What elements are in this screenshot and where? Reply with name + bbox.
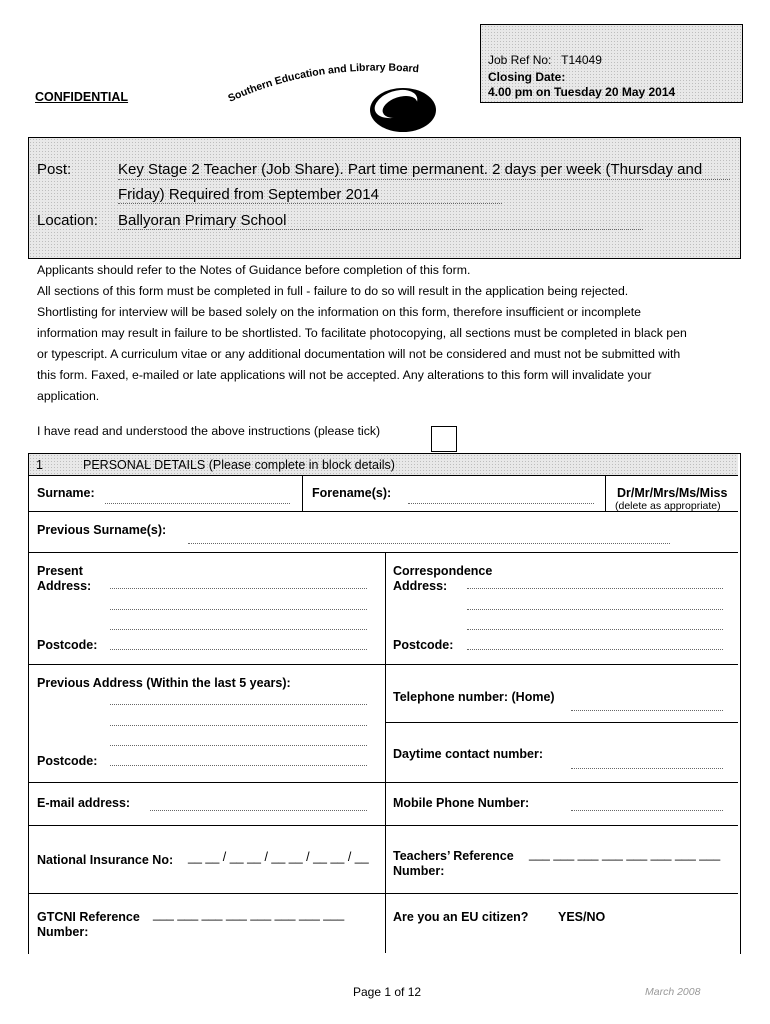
previous-postcode-label: Postcode: [37, 754, 98, 768]
location-value: Ballyoran Primary School [118, 212, 287, 229]
postcode-field[interactable] [110, 649, 367, 650]
form-date: March 2008 [645, 986, 701, 998]
surname-field[interactable] [105, 503, 290, 504]
gtcni-label-line2: Number: [37, 925, 89, 939]
email-field[interactable] [150, 810, 367, 811]
teachers-reference-label-line2: Number: [393, 864, 445, 878]
tick-instruction-label: I have read and understood the above instructions (please tick) [37, 424, 381, 438]
daytime-contact-field[interactable] [571, 768, 723, 769]
daytime-contact-label: Daytime contact number: [393, 747, 544, 761]
instruction-line: this form. Faxed, e-mailed or late applications will not be accepted. Any alterations to this form will invalidate your [37, 368, 652, 382]
logo-text: Southern Education and Library Board [226, 61, 420, 105]
forenames-label: Forename(s): [312, 486, 392, 500]
forenames-field[interactable] [408, 503, 594, 504]
title-options[interactable]: Dr/Mr/Mrs/Ms/Miss [617, 486, 728, 500]
board-logo [225, 52, 440, 142]
instruction-line: Applicants should refer to the Notes of Guidance before completion of this form. [37, 263, 471, 277]
ni-field[interactable]: __ __ / __ __ / __ __ / __ __ / __ [188, 850, 369, 864]
page-number: Page 1 of 12 [353, 985, 422, 999]
email-label: E-mail address: [37, 796, 131, 810]
correspondence-address-label-line2: Address: [393, 579, 448, 593]
gtcni-field[interactable]: ___ ___ ___ ___ ___ ___ ___ ___ [153, 907, 345, 921]
instruction-line: Shortlisting for interview will be based solely on the information on this form, therefore insufficient or incomplete [37, 305, 641, 319]
correspondence-postcode-field[interactable] [467, 649, 723, 650]
job-ref-value: T14049 [561, 53, 602, 67]
correspondence-address-line[interactable] [467, 629, 723, 630]
previous-address-line[interactable] [110, 745, 367, 746]
previous-address-label: Previous Address (Within the last 5 years): [37, 676, 291, 690]
correspondence-address-label [393, 564, 492, 594]
present-address-line[interactable] [110, 609, 367, 610]
previous-address-line[interactable] [110, 704, 367, 705]
confidential-label: CONFIDENTIAL [35, 90, 129, 104]
telephone-home-field[interactable] [571, 710, 723, 711]
gtcni-label-line1: GTCNI Reference [37, 910, 140, 924]
section-title: PERSONAL DETAILS (Please complete in block details) [83, 458, 395, 472]
teachers-reference-label [393, 849, 514, 879]
post-title-line2: Friday) Required from September 2014 [118, 186, 379, 203]
previous-postcode-field[interactable] [110, 765, 367, 766]
post-title-line1: Key Stage 2 Teacher (Job Share). Part time permanent. 2 days per week (Thursday and [118, 161, 703, 178]
surname-label: Surname: [37, 486, 95, 500]
correspondence-address-line[interactable] [467, 588, 723, 589]
previous-surnames-field[interactable] [188, 543, 670, 544]
instruction-line: or typescript. A curriculum vitae or any additional documentation will not be considered and must not be submitted with [37, 347, 681, 361]
previous-address-line[interactable] [110, 725, 367, 726]
job-ref-box [480, 24, 743, 103]
teachers-reference-field[interactable]: ___ ___ ___ ___ ___ ___ ___ ___ [529, 847, 721, 861]
correspondence-address-line[interactable] [467, 609, 723, 610]
ni-label: National Insurance No: [37, 853, 174, 867]
instruction-line: application. [37, 389, 100, 403]
location-label: Location: [37, 212, 98, 229]
telephone-home-label: Telephone number: (Home) [393, 690, 555, 704]
teachers-reference-label-line1: Teachers’ Reference [393, 849, 514, 863]
closing-date-label: Closing Date: [488, 70, 566, 84]
closing-date-value: 4.00 pm on Tuesday 20 May 2014 [488, 85, 676, 99]
title-note: (delete as appropriate) [615, 500, 721, 512]
postcode-label: Postcode: [37, 638, 98, 652]
mobile-label: Mobile Phone Number: [393, 796, 530, 810]
present-address-line[interactable] [110, 629, 367, 630]
eu-citizen-label: Are you an EU citizen? [393, 910, 529, 924]
instruction-line: All sections of this form must be completed in full - failure to do so will result in the application being rejected. [37, 284, 629, 298]
present-address-label [37, 564, 91, 594]
present-address-line[interactable] [110, 588, 367, 589]
present-address-label-line2: Address: [37, 579, 92, 593]
previous-surnames-label: Previous Surname(s): [37, 523, 167, 537]
instructions-tick-checkbox[interactable] [431, 426, 457, 452]
correspondence-postcode-label: Postcode: [393, 638, 454, 652]
gtcni-label [37, 910, 140, 940]
section-header [29, 454, 738, 476]
eu-citizen-options[interactable]: YES/NO [558, 910, 606, 924]
section-number: 1 [36, 458, 43, 472]
mobile-field[interactable] [571, 810, 723, 811]
correspondence-address-label-line1: Correspondence [393, 564, 493, 578]
instruction-line: information may result in failure to be shortlisted. To facilitate photocopying, all sections must be completed in black pen [37, 326, 687, 340]
post-label: Post: [37, 161, 72, 178]
job-ref-label: Job Ref No: [488, 53, 552, 67]
present-address-label-line1: Present [37, 564, 83, 578]
